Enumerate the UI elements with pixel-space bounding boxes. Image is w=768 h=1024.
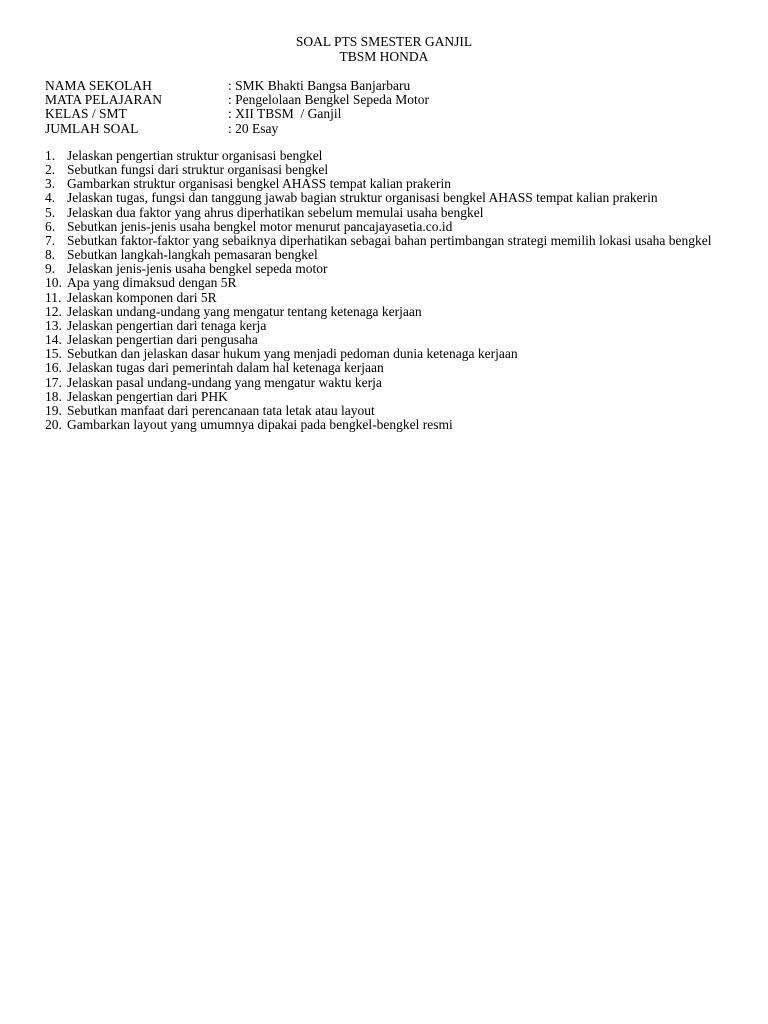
question-number: 20. (45, 416, 62, 432)
question-item (45, 291, 712, 305)
question-number: 17. (45, 374, 62, 390)
question-number: 16. (45, 360, 62, 376)
question-text: Sebutkan jenis-jenis usaha bengkel motor menurut pancajayasetia.co.id (67, 218, 453, 234)
header-row-subject (45, 93, 429, 107)
question-text: Jelaskan undang-undang yang mengatur tentang ketenaga kerjaan (67, 303, 422, 319)
question-text: Apa yang dimaksud dengan 5R (67, 275, 237, 291)
question-text: Jelaskan pengertian struktur organisasi bengkel (67, 148, 323, 163)
question-list (45, 149, 712, 432)
question-number: 4. (45, 190, 56, 206)
header-row-question-count (45, 122, 429, 136)
question-number: 1. (45, 148, 56, 163)
question-text: Gambarkan layout yang umumnya dipakai pada bengkel-bengkel resmi (67, 416, 453, 432)
question-item (45, 149, 712, 163)
question-number: 2. (45, 162, 56, 178)
question-text: Sebutkan langkah-langkah pemasaran bengkel (67, 247, 318, 263)
question-text: Sebutkan dan jelaskan dasar hukum yang menjadi pedoman dunia ketenaga kerjaan (67, 346, 518, 362)
document-title: SOAL PTS SMESTER GANJIL (295, 34, 473, 49)
document-subtitle: TBSM HONDA (339, 48, 429, 64)
document-title-block (0, 35, 768, 64)
header-value: : Pengelolaan Bengkel Sepeda Motor (228, 92, 429, 108)
question-text: Jelaskan pasal undang-undang yang mengatur waktu kerja (67, 374, 382, 390)
question-number: 5. (45, 204, 56, 220)
question-number: 9. (45, 261, 56, 277)
header-label: JUMLAH SOAL (45, 120, 139, 136)
header-label: MATA PELAJARAN (45, 92, 163, 108)
question-text: Jelaskan jenis-jenis usaha bengkel sepeda motor (67, 261, 328, 277)
question-number: 13. (45, 317, 62, 333)
question-number: 3. (45, 176, 56, 192)
question-text: Jelaskan pengertian dari pengusaha (67, 332, 258, 348)
question-item (45, 248, 712, 262)
question-text: Jelaskan komponen dari 5R (67, 289, 217, 305)
question-item (45, 390, 712, 404)
question-text: Sebutkan fungsi dari struktur organisasi bengkel (67, 162, 329, 178)
question-number: 11. (45, 289, 62, 305)
header-label: KELAS / SMT (45, 106, 127, 122)
question-item (45, 333, 712, 347)
question-text: Sebutkan manfaat dari perencanaan tata letak atau layout (67, 402, 375, 418)
question-text: Gambarkan struktur organisasi bengkel AHASS tempat kalian prakerin (67, 176, 452, 192)
question-text: Jelaskan tugas dari pemerintah dalam hal ketenaga kerjaan (67, 360, 384, 376)
question-number: 10. (45, 275, 62, 291)
question-number: 8. (45, 247, 56, 263)
question-number: 6. (45, 218, 56, 234)
question-text: Jelaskan pengertian dari tenaga kerja (67, 317, 267, 333)
question-item (45, 262, 712, 276)
question-text: Sebutkan faktor-faktor yang sebaiknya diperhatikan sebagai bahan pertimbangan strategi memilih lokasi usaha bengkel (67, 232, 712, 248)
question-item (45, 220, 712, 234)
question-item (45, 404, 712, 418)
question-text: Jelaskan tugas, fungsi dan tanggung jawab bagian struktur organisasi bengkel AHASS tempat kalian prakerin (67, 190, 658, 206)
question-item (45, 361, 712, 375)
question-item (45, 376, 712, 390)
question-item (45, 191, 712, 205)
question-item (45, 347, 712, 361)
header-label: NAMA SEKOLAH (45, 78, 152, 93)
header-value: : XII TBSM / Ganjil (228, 106, 342, 122)
question-item (45, 418, 712, 432)
question-number: 18. (45, 388, 62, 404)
question-item (45, 305, 712, 319)
header-value: : 20 Esay (228, 120, 279, 136)
question-item (45, 206, 712, 220)
question-number: 14. (45, 332, 62, 348)
question-item (45, 319, 712, 333)
question-number: 12. (45, 303, 62, 319)
header-row-class (45, 107, 429, 121)
header-row-school (45, 79, 429, 93)
question-item (45, 276, 712, 290)
question-item (45, 163, 712, 177)
header-table (45, 79, 429, 136)
header-value: : SMK Bhakti Bangsa Banjarbaru (228, 78, 411, 93)
question-number: 7. (45, 232, 56, 248)
question-text: Jelaskan dua faktor yang ahrus diperhatikan sebelum memulai usaha bengkel (67, 204, 484, 220)
question-item (45, 177, 712, 191)
question-item (45, 234, 712, 248)
question-text: Jelaskan pengertian dari PHK (67, 388, 228, 404)
question-number: 15. (45, 346, 62, 362)
question-number: 19. (45, 402, 62, 418)
